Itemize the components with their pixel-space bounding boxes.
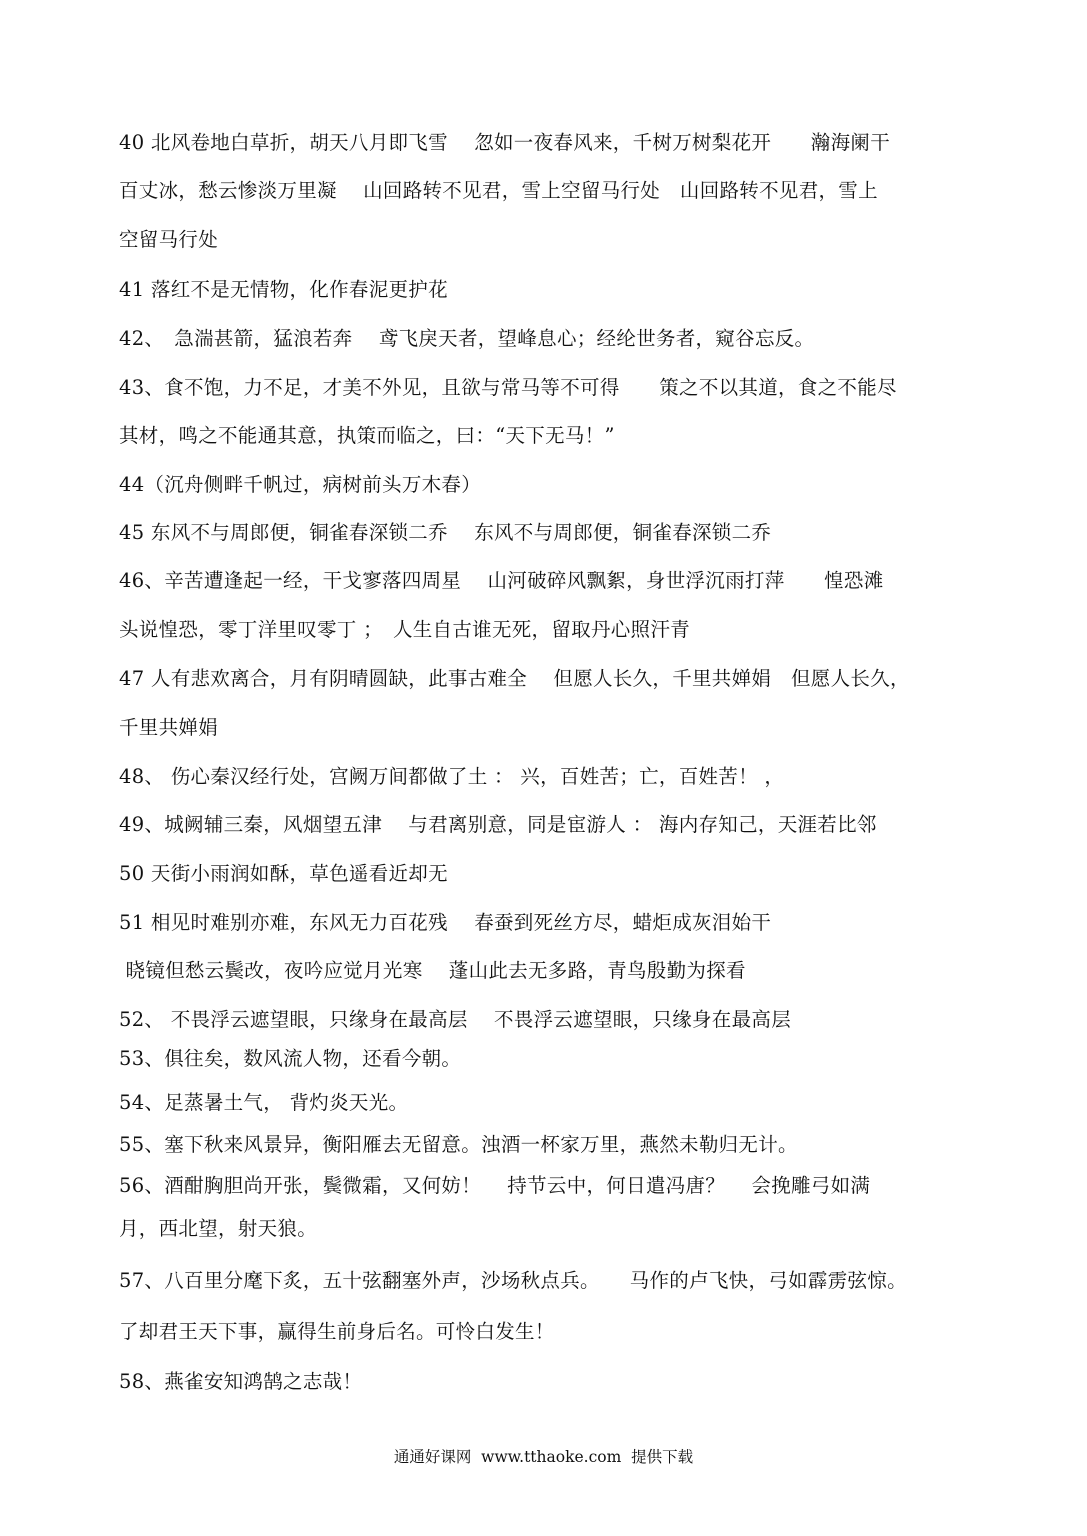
text-line: 41 落红不是无情物，化作春泥更护花	[119, 278, 448, 301]
text-line: 55、塞下秋来风景异，衡阳雁去无留意。浊酒一杯家万里，燕然未勒归无计。	[119, 1133, 798, 1156]
text-line: 空留马行处	[119, 228, 219, 251]
text-line: 51 相见时难别亦难，东风无力百花残 春蚕到死丝方尽，蜡炬成灰泪始干	[119, 911, 772, 934]
text-line: 百丈冰，愁云惨淡万里凝 山回路转不见君，雪上空留马行处 山回路转不见君，雪上	[119, 179, 878, 202]
text-line: 晓镜但愁云鬓改，夜吟应觉月光寒 蓬山此去无多路，青鸟殷勤为探看	[119, 959, 746, 982]
text-line: 其材，鸣之不能通其意，执策而临之，曰：“天下无马！”	[119, 424, 615, 447]
text-line: 54、足蒸暑土气， 背灼炎天光。	[119, 1091, 409, 1114]
text-line: 47 人有悲欢离合，月有阴晴圆缺，此事古难全 但愿人长久，千里共婵娟 但愿人长久，	[119, 667, 910, 690]
text-line: 56、酒酣胸胆尚开张，鬓微霜，又何妨！ 持节云中，何日遣冯唐？ 会挽雕弓如满	[119, 1174, 871, 1197]
page-footer: 通通好课网 www.tthaoke.com 提供下载	[393, 1448, 694, 1466]
text-line: 49、城阙辅三秦，风烟望五津 与君离别意，同是宦游人 ： 海内存知己，天涯若比邻	[119, 813, 877, 836]
text-line: 44（沉舟侧畔千帆过，病树前头万木春）	[119, 473, 482, 496]
text-line: 52、 不畏浮云遮望眼，只缘身在最高层 不畏浮云遮望眼，只缘身在最高层	[119, 1008, 792, 1031]
text-line: 头说惶恐，零丁洋里叹零丁 ； 人生自古谁无死，留取丹心照汗青	[119, 618, 690, 641]
text-line: 月，西北望，射天狼。	[119, 1217, 318, 1240]
text-line: 45 东风不与周郎便，铜雀春深锁二乔 东风不与周郎便，铜雀春深锁二乔	[119, 521, 772, 544]
text-line: 57、八百里分麾下炙，五十弦翻塞外声，沙场秋点兵。 马作的卢飞快，弓如霹雳弦惊。	[119, 1269, 907, 1292]
text-line: 58、燕雀安知鸿鹄之志哉！	[119, 1370, 363, 1393]
text-line: 42、 急湍甚箭，猛浪若奔 鸢飞戾天者，望峰息心；经纶世务者，窥谷忘反。	[119, 327, 815, 350]
text-line: 50 天街小雨润如酥，草色遥看近却无	[119, 862, 448, 885]
text-line: 了却君王天下事，赢得生前身后名。可怜白发生！	[119, 1320, 555, 1343]
text-line: 43、食不饱，力不足，才美不外见，且欲与常马等不可得 策之不以其道，食之不能尽	[119, 376, 897, 399]
text-line: 46、辛苦遭逢起一经，干戈寥落四周星 山河破碎风飘絮，身世浮沉雨打萍 惶恐滩	[119, 569, 884, 592]
text-line: 48、 伤心秦汉经行处，宫阙万间都做了土 ： 兴，百姓苦；亡，百姓苦！ ，	[119, 765, 785, 788]
text-line: 40 北风卷地白草折，胡天八月即飞雪 忽如一夜春风来，千树万树梨花开 瀚海阑干	[119, 131, 891, 154]
text-line: 千里共婵娟	[119, 716, 219, 739]
text-line: 53、俱往矣，数风流人物，还看今朝。	[119, 1047, 462, 1070]
